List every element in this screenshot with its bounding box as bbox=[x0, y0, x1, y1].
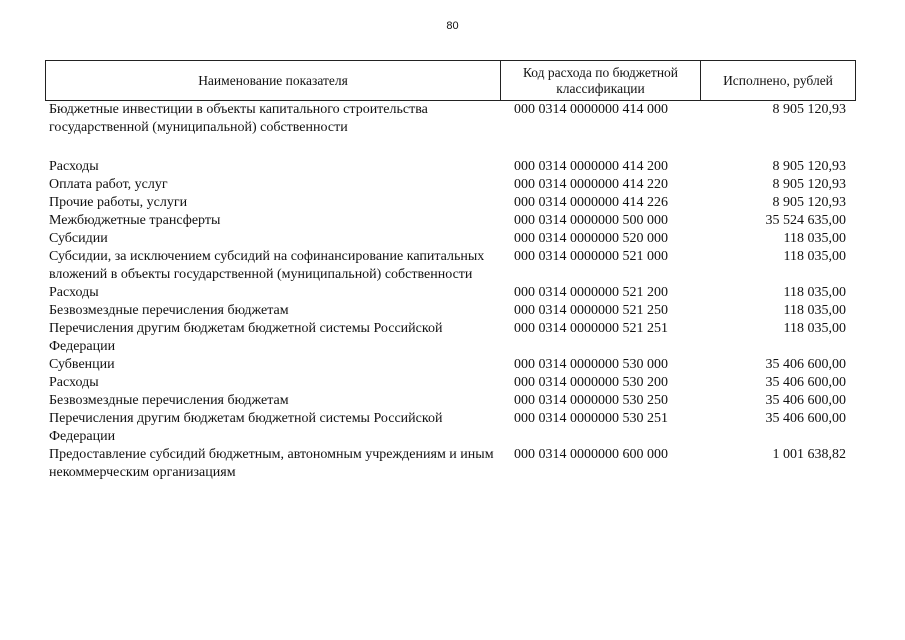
budget-table bbox=[45, 60, 856, 482]
row-name: Субвенции bbox=[49, 357, 115, 372]
table-row bbox=[45, 101, 856, 137]
table-row bbox=[45, 392, 856, 410]
row-code: 000 0314 0000000 414 000 bbox=[514, 102, 668, 117]
row-executed: 118 035,00 bbox=[783, 321, 846, 336]
table-row bbox=[45, 230, 856, 248]
row-name: Расходы bbox=[49, 159, 99, 174]
row-code: 000 0314 0000000 414 226 bbox=[514, 195, 668, 210]
table-row bbox=[45, 302, 856, 320]
row-executed: 8 905 120,93 bbox=[772, 177, 846, 192]
row-executed: 118 035,00 bbox=[783, 231, 846, 246]
row-name: Расходы bbox=[49, 285, 99, 300]
table-row bbox=[45, 320, 856, 356]
row-code: 000 0314 0000000 600 000 bbox=[514, 447, 668, 462]
table-row bbox=[45, 410, 856, 446]
row-name: Субсидии bbox=[49, 231, 108, 246]
header-expense-code: Код расхода по бюджетной классификации bbox=[500, 61, 700, 100]
row-code: 000 0314 0000000 500 000 bbox=[514, 213, 668, 228]
row-name: Бюджетные инвестиции в объекты капитального строительства государственной (муниципальной) собственности bbox=[49, 102, 428, 135]
table-header bbox=[45, 60, 856, 101]
row-code: 000 0314 0000000 530 200 bbox=[514, 375, 668, 390]
row-code: 000 0314 0000000 530 251 bbox=[514, 411, 668, 426]
row-code: 000 0314 0000000 521 200 bbox=[514, 285, 668, 300]
table-row bbox=[45, 212, 856, 230]
row-name: Перечисления другим бюджетам бюджетной системы Российской Федерации bbox=[49, 321, 443, 354]
row-code: 000 0314 0000000 521 251 bbox=[514, 321, 668, 336]
row-executed: 1 001 638,82 bbox=[772, 447, 846, 462]
row-name: Предоставление субсидий бюджетным, автономным учреждениям и иным некоммерческим организациям bbox=[49, 447, 494, 480]
header-indicator-name: Наименование показателя bbox=[45, 61, 500, 100]
row-name: Оплата работ, услуг bbox=[49, 177, 168, 192]
table-row bbox=[45, 248, 856, 284]
table-row bbox=[45, 356, 856, 374]
table-row bbox=[45, 176, 856, 194]
row-executed: 35 406 600,00 bbox=[765, 393, 846, 408]
table-row bbox=[45, 284, 856, 302]
row-spacer bbox=[45, 137, 856, 158]
row-executed: 118 035,00 bbox=[783, 249, 846, 264]
row-executed: 35 524 635,00 bbox=[765, 213, 846, 228]
row-executed: 8 905 120,93 bbox=[772, 159, 846, 174]
row-name: Прочие работы, услуги bbox=[49, 195, 188, 210]
row-executed: 118 035,00 bbox=[783, 285, 846, 300]
row-code: 000 0314 0000000 414 200 bbox=[514, 159, 668, 174]
row-name: Безвозмездные перечисления бюджетам bbox=[49, 393, 289, 408]
table-row bbox=[45, 446, 856, 482]
row-executed: 35 406 600,00 bbox=[765, 411, 846, 426]
row-code: 000 0314 0000000 414 220 bbox=[514, 177, 668, 192]
table-row bbox=[45, 158, 856, 176]
row-executed: 8 905 120,93 bbox=[772, 195, 846, 210]
row-executed: 35 406 600,00 bbox=[765, 375, 846, 390]
row-code: 000 0314 0000000 530 250 bbox=[514, 393, 668, 408]
row-code: 000 0314 0000000 520 000 bbox=[514, 231, 668, 246]
table-row bbox=[45, 374, 856, 392]
table-row bbox=[45, 194, 856, 212]
row-code: 000 0314 0000000 530 000 bbox=[514, 357, 668, 372]
page-number: 80 bbox=[446, 20, 459, 32]
row-code: 000 0314 0000000 521 250 bbox=[514, 303, 668, 318]
row-name: Межбюджетные трансферты bbox=[49, 213, 221, 228]
row-name: Безвозмездные перечисления бюджетам bbox=[49, 303, 289, 318]
header-executed: Исполнено, рублей bbox=[700, 61, 856, 100]
row-executed: 8 905 120,93 bbox=[772, 102, 846, 117]
row-name: Расходы bbox=[49, 375, 99, 390]
row-name: Субсидии, за исключением субсидий на софинансирование капитальных вложений в объекты государственной (муниципальной) собственности bbox=[49, 249, 485, 282]
row-executed: 35 406 600,00 bbox=[765, 357, 846, 372]
row-name: Перечисления другим бюджетам бюджетной системы Российской Федерации bbox=[49, 411, 443, 444]
row-code: 000 0314 0000000 521 000 bbox=[514, 249, 668, 264]
row-executed: 118 035,00 bbox=[783, 303, 846, 318]
